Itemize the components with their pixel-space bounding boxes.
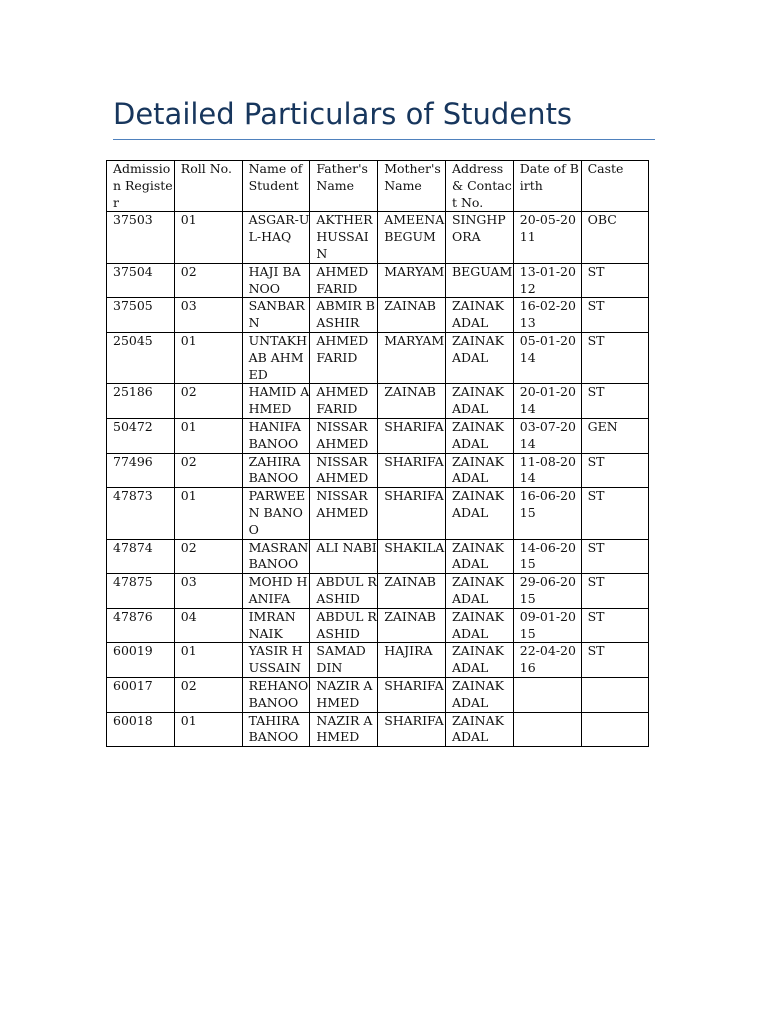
cell-admission-register: 60019	[107, 643, 175, 678]
cell-caste: ST	[581, 332, 649, 383]
cell-mother-name: AMEENA BEGUM	[378, 212, 446, 263]
cell-father-name: SAMAD DIN	[310, 643, 378, 678]
cell-caste	[581, 712, 649, 747]
column-header-caste: Caste	[581, 161, 649, 212]
cell-address-contact: ZAINAK ADAL	[445, 608, 513, 643]
cell-student-name: IMRAN NAIK	[242, 608, 310, 643]
cell-mother-name: ZAINAB	[378, 574, 446, 609]
column-header-mother-name: Mother's Name	[378, 161, 446, 212]
cell-father-name: NAZIR AHMED	[310, 712, 378, 747]
cell-caste: ST	[581, 539, 649, 574]
table-row	[107, 453, 649, 488]
cell-address-contact: ZAINAK ADAL	[445, 677, 513, 712]
cell-admission-register: 47876	[107, 608, 175, 643]
cell-date-of-birth: 16-06-2015	[513, 488, 581, 539]
cell-address-contact: ZAINAK ADAL	[445, 574, 513, 609]
cell-student-name: HANIFA BANOO	[242, 418, 310, 453]
cell-mother-name: SHAKILA	[378, 539, 446, 574]
table-row	[107, 488, 649, 539]
cell-date-of-birth: 11-08-2014	[513, 453, 581, 488]
cell-admission-register: 50472	[107, 418, 175, 453]
cell-admission-register: 25186	[107, 384, 175, 419]
table-row	[107, 539, 649, 574]
cell-address-contact: ZAINAK ADAL	[445, 453, 513, 488]
cell-father-name: AHMED FARID	[310, 384, 378, 419]
cell-address-contact: ZAINAK ADAL	[445, 298, 513, 333]
cell-father-name: ALI NABI	[310, 539, 378, 574]
cell-student-name: UNTAKHAB AHMED	[242, 332, 310, 383]
cell-date-of-birth: 09-01-2015	[513, 608, 581, 643]
cell-student-name: ASGAR-UL-HAQ	[242, 212, 310, 263]
cell-address-contact: ZAINAK ADAL	[445, 712, 513, 747]
cell-admission-register: 60018	[107, 712, 175, 747]
cell-student-name: HAMID AHMED	[242, 384, 310, 419]
cell-address-contact: ZAINAK ADAL	[445, 643, 513, 678]
cell-caste: ST	[581, 608, 649, 643]
cell-date-of-birth	[513, 677, 581, 712]
cell-father-name: ABDUL RASHID	[310, 608, 378, 643]
cell-father-name: NISSAR AHMED	[310, 453, 378, 488]
cell-admission-register: 77496	[107, 453, 175, 488]
cell-date-of-birth	[513, 712, 581, 747]
cell-date-of-birth: 14-06-2015	[513, 539, 581, 574]
table-header	[107, 161, 649, 212]
cell-father-name: ABMIR BASHIR	[310, 298, 378, 333]
cell-roll-no: 03	[174, 298, 242, 333]
cell-father-name: AHMED FARID	[310, 332, 378, 383]
cell-address-contact: ZAINAK ADAL	[445, 384, 513, 419]
cell-date-of-birth: 16-02-2013	[513, 298, 581, 333]
cell-address-contact: ZAINAK ADAL	[445, 539, 513, 574]
cell-mother-name: SHARIFA	[378, 677, 446, 712]
column-header-date-of-birth: Date of Birth	[513, 161, 581, 212]
cell-caste: ST	[581, 263, 649, 298]
column-header-roll-no: Roll No.	[174, 161, 242, 212]
cell-admission-register: 37504	[107, 263, 175, 298]
cell-roll-no: 02	[174, 539, 242, 574]
cell-student-name: REHANO BANOO	[242, 677, 310, 712]
table-row	[107, 263, 649, 298]
header-row	[107, 161, 649, 212]
table-body	[107, 212, 649, 747]
column-header-admission-register: Admission Register	[107, 161, 175, 212]
cell-father-name: AKTHER HUSSAIN	[310, 212, 378, 263]
cell-admission-register: 47873	[107, 488, 175, 539]
cell-caste	[581, 677, 649, 712]
cell-caste: OBC	[581, 212, 649, 263]
cell-mother-name: SHARIFA	[378, 488, 446, 539]
table-row	[107, 384, 649, 419]
table-row	[107, 298, 649, 333]
cell-student-name: SANBARN	[242, 298, 310, 333]
table-row	[107, 677, 649, 712]
table-row	[107, 643, 649, 678]
cell-caste: GEN	[581, 418, 649, 453]
cell-mother-name: ZAINAB	[378, 298, 446, 333]
cell-date-of-birth: 20-05-2011	[513, 212, 581, 263]
column-header-student-name: Name of Student	[242, 161, 310, 212]
table-row	[107, 332, 649, 383]
cell-mother-name: ZAINAB	[378, 384, 446, 419]
page-title: Detailed Particulars of Students	[113, 97, 573, 131]
cell-student-name: TAHIRA BANOO	[242, 712, 310, 747]
title-underline	[113, 139, 655, 140]
cell-address-contact: ZAINAK ADAL	[445, 418, 513, 453]
table-row	[107, 418, 649, 453]
cell-admission-register: 37503	[107, 212, 175, 263]
cell-roll-no: 02	[174, 677, 242, 712]
cell-admission-register: 47874	[107, 539, 175, 574]
table-row	[107, 712, 649, 747]
cell-roll-no: 02	[174, 263, 242, 298]
cell-caste: ST	[581, 643, 649, 678]
cell-father-name: ABDUL RASHID	[310, 574, 378, 609]
table-row	[107, 608, 649, 643]
cell-date-of-birth: 20-01-2014	[513, 384, 581, 419]
cell-roll-no: 02	[174, 453, 242, 488]
cell-mother-name: MARYAM	[378, 332, 446, 383]
cell-student-name: HAJI BANOO	[242, 263, 310, 298]
cell-address-contact: SINGHPORA	[445, 212, 513, 263]
cell-mother-name: SHARIFA	[378, 453, 446, 488]
cell-father-name: NISSAR AHMED	[310, 418, 378, 453]
cell-student-name: PARWEEN BANOO	[242, 488, 310, 539]
cell-caste: ST	[581, 453, 649, 488]
cell-mother-name: ZAINAB	[378, 608, 446, 643]
cell-father-name: NISSAR AHMED	[310, 488, 378, 539]
cell-admission-register: 47875	[107, 574, 175, 609]
column-header-father-name: Father's Name	[310, 161, 378, 212]
cell-address-contact: ZAINAK ADAL	[445, 332, 513, 383]
cell-student-name: YASIR HUSSAIN	[242, 643, 310, 678]
cell-roll-no: 01	[174, 212, 242, 263]
cell-date-of-birth: 03-07-2014	[513, 418, 581, 453]
cell-roll-no: 03	[174, 574, 242, 609]
cell-roll-no: 01	[174, 712, 242, 747]
table-row	[107, 212, 649, 263]
cell-roll-no: 01	[174, 488, 242, 539]
cell-admission-register: 37505	[107, 298, 175, 333]
cell-date-of-birth: 29-06-2015	[513, 574, 581, 609]
cell-mother-name: SHARIFA	[378, 712, 446, 747]
cell-roll-no: 01	[174, 643, 242, 678]
cell-caste: ST	[581, 574, 649, 609]
cell-admission-register: 25045	[107, 332, 175, 383]
students-table	[106, 160, 649, 747]
cell-date-of-birth: 22-04-2016	[513, 643, 581, 678]
cell-date-of-birth: 05-01-2014	[513, 332, 581, 383]
cell-mother-name: HAJIRA	[378, 643, 446, 678]
cell-student-name: MASRAN BANOO	[242, 539, 310, 574]
cell-roll-no: 01	[174, 332, 242, 383]
cell-father-name: NAZIR AHMED	[310, 677, 378, 712]
cell-roll-no: 04	[174, 608, 242, 643]
cell-caste: ST	[581, 298, 649, 333]
cell-father-name: AHMED FARID	[310, 263, 378, 298]
cell-address-contact: ZAINAK ADAL	[445, 488, 513, 539]
cell-caste: ST	[581, 488, 649, 539]
column-header-address-contact: Address & Contact No.	[445, 161, 513, 212]
table-row	[107, 574, 649, 609]
cell-admission-register: 60017	[107, 677, 175, 712]
cell-roll-no: 02	[174, 384, 242, 419]
cell-caste: ST	[581, 384, 649, 419]
cell-mother-name: MARYAM	[378, 263, 446, 298]
cell-address-contact: BEGUAM	[445, 263, 513, 298]
cell-student-name: ZAHIRA BANOO	[242, 453, 310, 488]
cell-roll-no: 01	[174, 418, 242, 453]
cell-date-of-birth: 13-01-2012	[513, 263, 581, 298]
cell-student-name: MOHD HANIFA	[242, 574, 310, 609]
cell-mother-name: SHARIFA	[378, 418, 446, 453]
